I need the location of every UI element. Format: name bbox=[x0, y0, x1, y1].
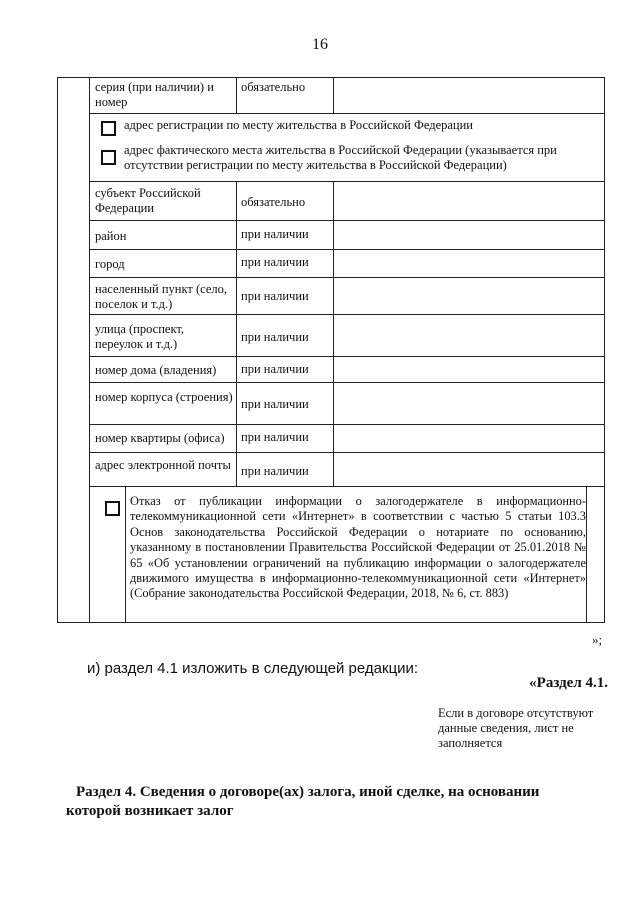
table-row-line bbox=[89, 181, 605, 182]
field-requirement: обязательно bbox=[241, 80, 306, 94]
table-row-line bbox=[89, 113, 605, 114]
table-row-line bbox=[89, 356, 605, 357]
field-label: субъект Российской Федерации bbox=[95, 186, 201, 215]
option-label: адрес фактического места жительства в Российской Федерации (указывается при отсутствии регистрации по месту жительства в Российской Федерации) bbox=[124, 143, 557, 172]
section-title: «Раздел 4.1. bbox=[529, 675, 608, 691]
field-requirement: при наличии bbox=[241, 227, 309, 241]
table-row-line bbox=[89, 452, 605, 453]
field-label: адрес электронной почты bbox=[95, 458, 231, 472]
table-row-line bbox=[89, 424, 605, 425]
page-number: 16 bbox=[312, 36, 328, 53]
table-row-line bbox=[89, 314, 605, 315]
field-label: номер корпуса (строения) bbox=[95, 390, 233, 404]
field-label: номер дома (владения) bbox=[95, 363, 217, 377]
field-requirement: обязательно bbox=[241, 195, 306, 209]
table-col-divider bbox=[125, 486, 126, 623]
field-label: номер квартиры (офиса) bbox=[95, 431, 225, 445]
field-requirement: при наличии bbox=[241, 255, 309, 269]
table-col-divider bbox=[333, 77, 334, 113]
field-label: улица (проспект, переулок и т.д.) bbox=[95, 322, 184, 351]
table-col-divider bbox=[586, 486, 587, 623]
field-requirement: при наличии bbox=[241, 289, 309, 303]
field-requirement: при наличии bbox=[241, 397, 309, 411]
section-heading: Раздел 4. Сведения о договоре(ах) залога, иной сделке, на основании которой возникает залог bbox=[66, 784, 540, 819]
refusal-text: Отказ от публикации информации о залогодержателе в информационно-телекоммуникационной сети «Интернет» в соответствии с частью 5 статьи 103.3 Основ законодательства Российской Федерации о нотариате по основанию, указанному в постановлении Правительства Российской Федерации от 25.01.2018 № 65 «Об установлении ограничений на публикацию информации о залогодержателе движимого имущества в информационно-телекоммуникационной сети «Интернет» (Собрание законодательства Российской Федерации, 2018, № 6, ст. 883) bbox=[130, 494, 586, 601]
table-row-line bbox=[89, 382, 605, 383]
option-label: адрес регистрации по месту жительства в Российской Федерации bbox=[124, 118, 473, 132]
table-row-line bbox=[89, 249, 605, 250]
table-col-divider bbox=[333, 181, 334, 486]
field-label: город bbox=[95, 257, 125, 271]
fill-note: Если в договоре отсутствуют данные сведения, лист не заполняется bbox=[438, 706, 594, 750]
table-col-divider bbox=[236, 77, 237, 113]
checkbox-registration-address[interactable] bbox=[101, 121, 116, 136]
amendment-instruction: и) раздел 4.1 изложить в следующей редакции: bbox=[87, 660, 419, 677]
field-requirement: при наличии bbox=[241, 330, 309, 344]
checkbox-actual-address[interactable] bbox=[101, 150, 116, 165]
table-row-line bbox=[89, 486, 605, 487]
table-row-line bbox=[89, 277, 605, 278]
table-row-line bbox=[89, 220, 605, 221]
field-requirement: при наличии bbox=[241, 362, 309, 376]
field-label: район bbox=[95, 229, 127, 243]
field-requirement: при наличии bbox=[241, 464, 309, 478]
field-label: серия (при наличии) и номер bbox=[95, 80, 214, 109]
closing-quote: »; bbox=[592, 632, 603, 647]
checkbox-publication-refusal[interactable] bbox=[105, 501, 120, 516]
table-left-margin-line bbox=[89, 77, 90, 623]
field-requirement: при наличии bbox=[241, 430, 309, 444]
field-label: населенный пункт (село, поселок и т.д.) bbox=[95, 282, 228, 311]
